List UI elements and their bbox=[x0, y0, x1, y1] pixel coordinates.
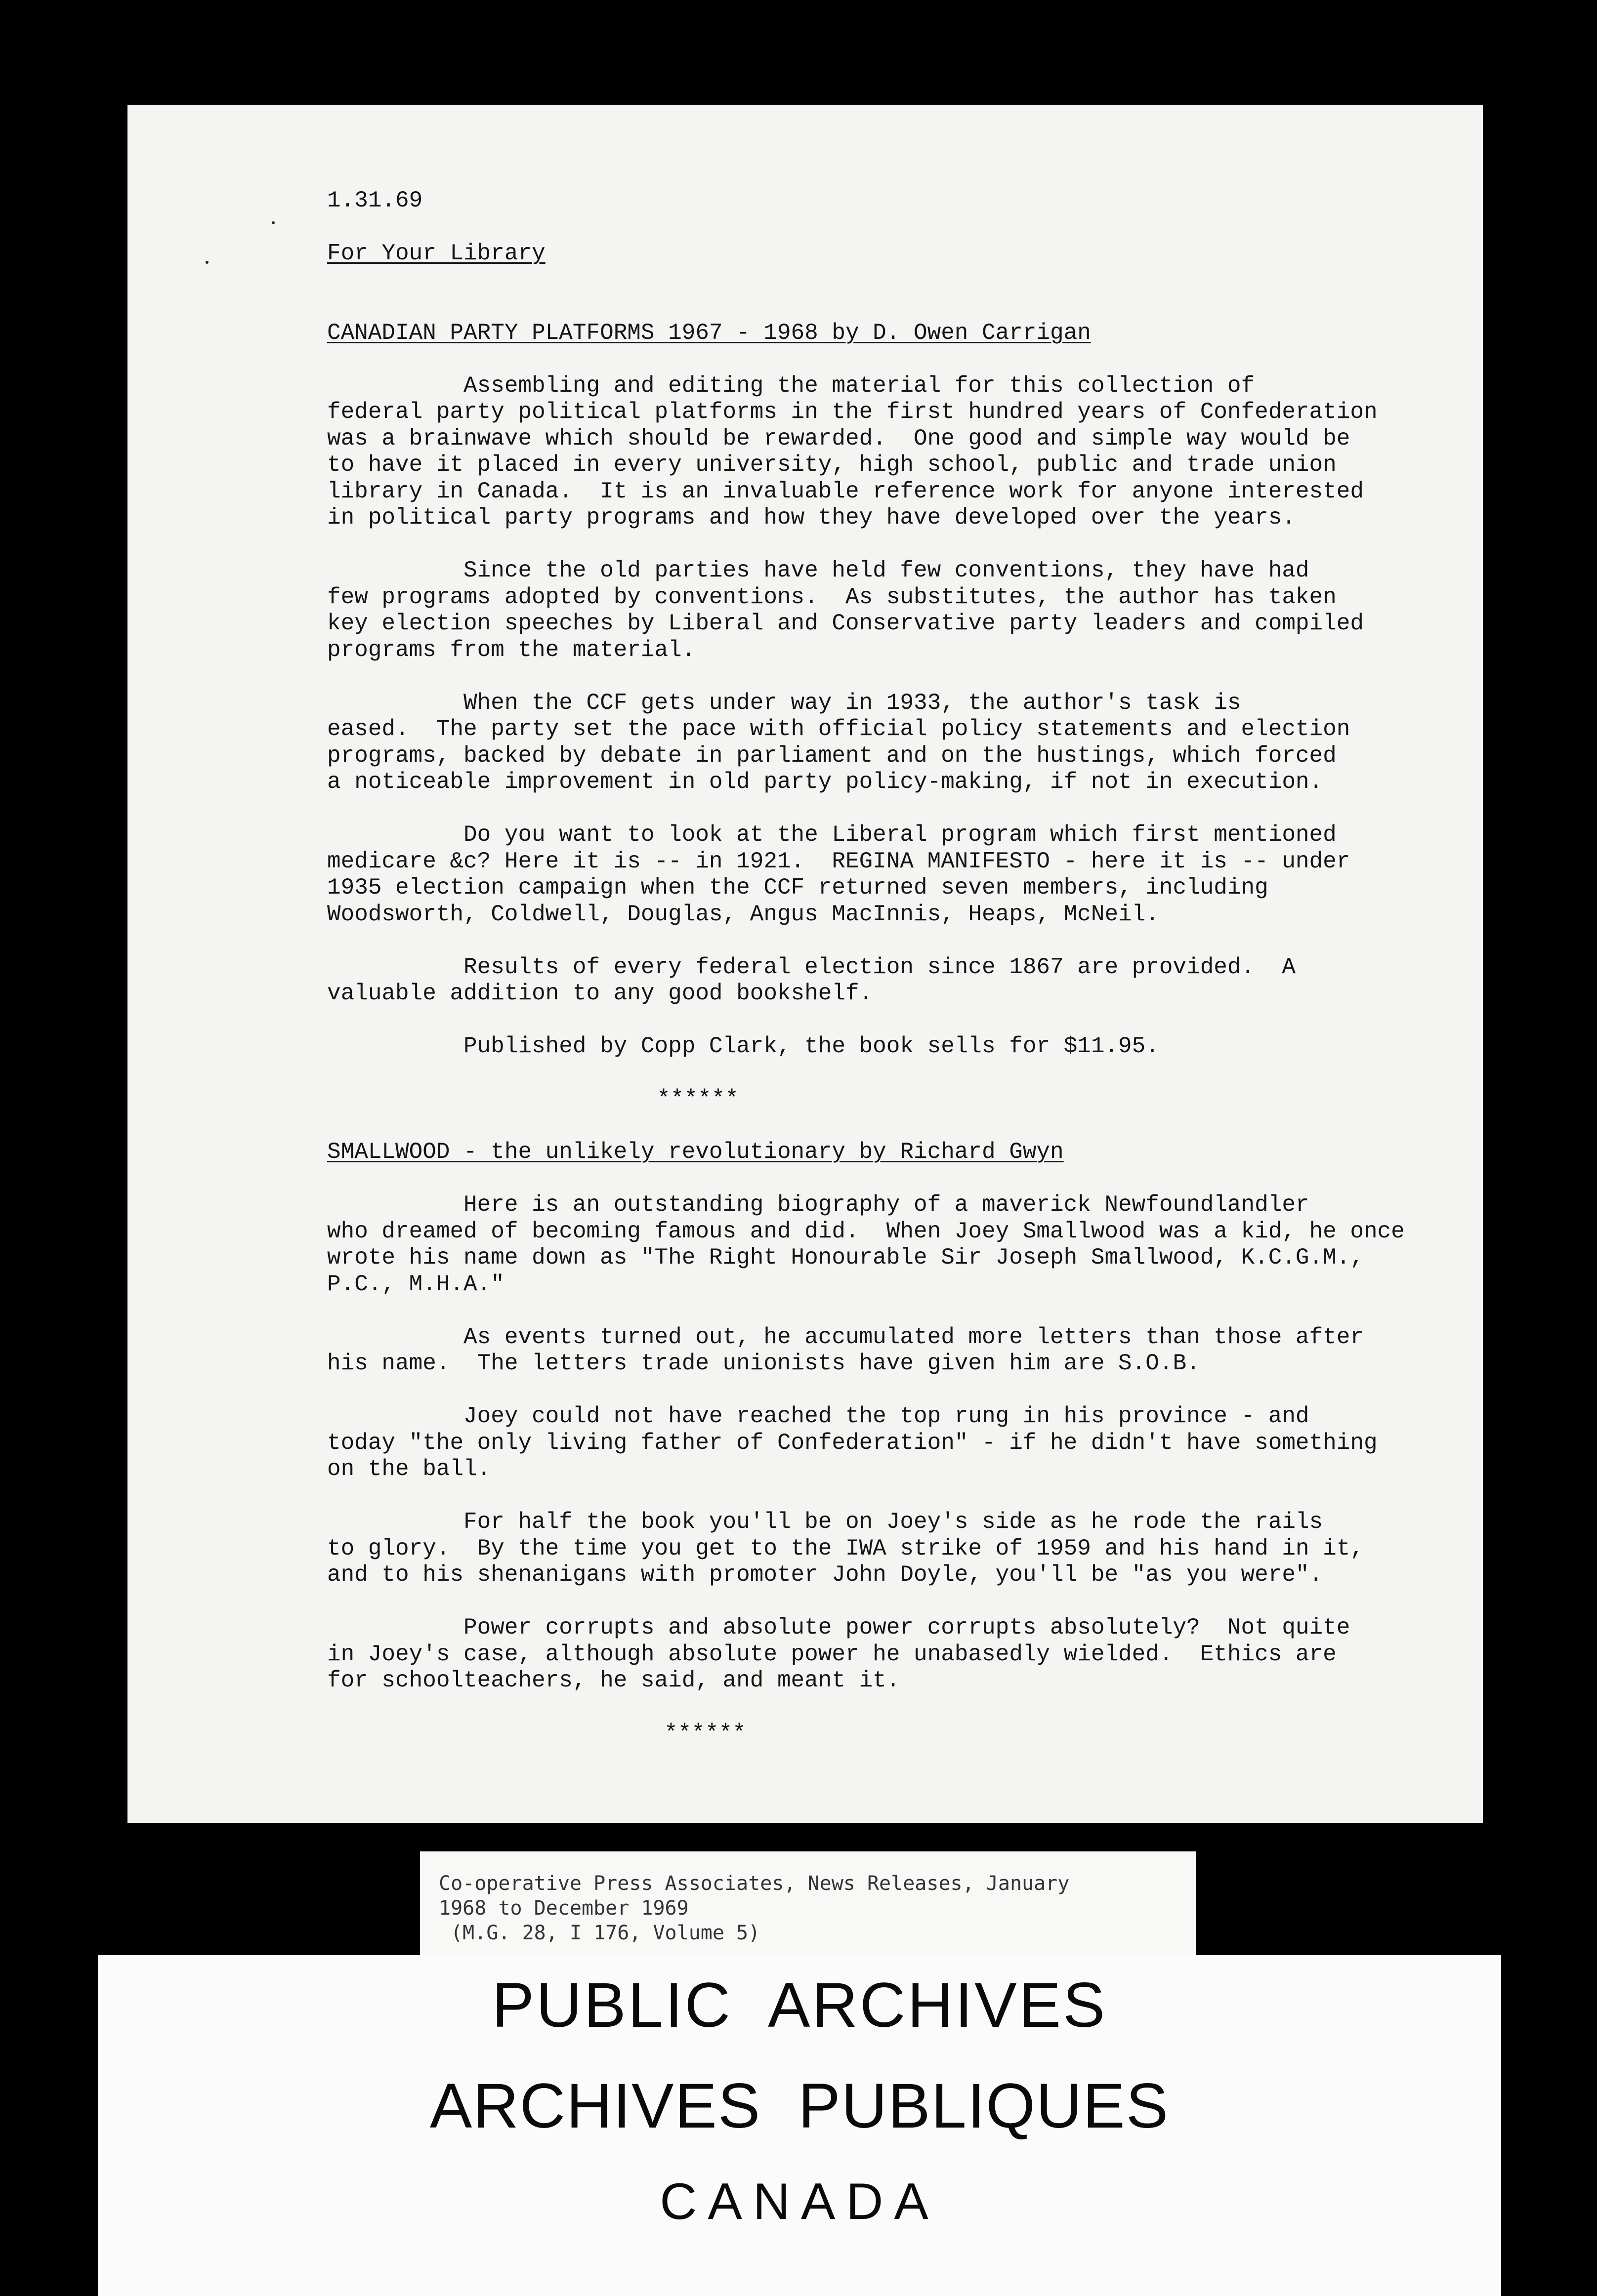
text-line: today "the only living father of Confederation" - if he didn't have something bbox=[327, 1430, 1378, 1456]
text-line: Assembling and editing the material for this collection of bbox=[327, 372, 1255, 399]
review2-paragraph-3 bbox=[327, 1403, 1414, 1483]
review2-paragraph-5 bbox=[327, 1615, 1414, 1694]
text-line: valuable addition to any good bookshelf. bbox=[327, 981, 873, 1006]
review1-title: CANADIAN PARTY PLATFORMS 1967 - 1968 by D. Owen Carrigan bbox=[327, 320, 1091, 346]
text-line: Results of every federal election since 1867 are provided. A bbox=[327, 954, 1296, 980]
text-line: key election speeches by Liberal and Conservative party leaders and compiled bbox=[327, 611, 1364, 636]
text-line: 1935 election campaign when the CCF returned seven members, including bbox=[327, 875, 1268, 901]
text-line: When the CCF gets under way in 1933, the author's task is bbox=[327, 690, 1241, 716]
review1-paragraph-1 bbox=[327, 373, 1414, 532]
text-line: eased. The party set the pace with official policy statements and election bbox=[327, 716, 1350, 742]
banner-line-1: PUBLIC ARCHIVES bbox=[492, 1970, 1107, 2041]
text-line: Here is an outstanding biography of a maverick Newfoundlandler bbox=[327, 1192, 1309, 1218]
text-line: (M.G. 28, I 176, Volume 5) bbox=[439, 1922, 760, 1944]
document-date: 1.31.69 bbox=[327, 188, 423, 213]
banner-line-2: ARCHIVES PUBLIQUES bbox=[429, 2071, 1170, 2141]
archive-source-text bbox=[439, 1871, 1069, 1945]
text-line: wrote his name down as "The Right Honourable Sir Joseph Smallwood, K.C.G.M., bbox=[327, 1245, 1364, 1271]
text-line: on the ball. bbox=[327, 1456, 491, 1482]
text-line: Since the old parties have held few conventions, they have had bbox=[327, 558, 1309, 583]
text-line: 1968 to December 1969 bbox=[439, 1897, 689, 1920]
text-line: who dreamed of becoming famous and did. When Joey Smallwood was a kid, he once bbox=[327, 1218, 1405, 1244]
speck-mark bbox=[206, 261, 209, 264]
typed-text-body bbox=[327, 188, 1414, 1747]
text-line: Published by Copp Clark, the book sells for $11.95. bbox=[327, 1033, 1159, 1059]
text-line: his name. The letters trade unionists have given him are S.O.B. bbox=[327, 1351, 1200, 1376]
text-line: Power corrupts and absolute power corrupts absolutely? Not quite bbox=[327, 1615, 1350, 1640]
archives-banner bbox=[98, 1955, 1501, 2296]
text-line: As events turned out, he accumulated more letters than those after bbox=[327, 1324, 1364, 1350]
text-line: Do you want to look at the Liberal program which first mentioned bbox=[327, 822, 1337, 848]
review2-paragraph-1 bbox=[327, 1192, 1414, 1298]
text-line: programs from the material. bbox=[327, 637, 696, 663]
review2-paragraph-4 bbox=[327, 1509, 1414, 1589]
speck-mark bbox=[272, 221, 275, 224]
review1-paragraph-6 bbox=[327, 1033, 1414, 1060]
text-line: Woodsworth, Coldwell, Douglas, Angus MacInnis, Heaps, McNeil. bbox=[327, 901, 1159, 927]
text-line: few programs adopted by conventions. As substitutes, the author has taken bbox=[327, 584, 1337, 610]
review1-paragraph-4 bbox=[327, 822, 1414, 928]
text-line: Joey could not have reached the top rung in his province - and bbox=[327, 1403, 1309, 1429]
review2-title: SMALLWOOD - the unlikely revolutionary by Richard Gwyn bbox=[327, 1139, 1064, 1165]
separator: ****** bbox=[664, 1721, 746, 1746]
text-line: P.C., M.H.A." bbox=[327, 1271, 504, 1297]
review2-paragraph-2 bbox=[327, 1324, 1414, 1377]
text-line: library in Canada. It is an invaluable reference work for anyone interested bbox=[327, 478, 1364, 504]
text-line: medicare &c? Here it is -- in 1921. REGINA MANIFESTO - here it is -- under bbox=[327, 848, 1350, 874]
review1-paragraph-5 bbox=[327, 954, 1414, 1007]
text-line: to glory. By the time you get to the IWA strike of 1959 and his hand in it, bbox=[327, 1535, 1364, 1561]
text-line: Co-operative Press Associates, News Releases, January bbox=[439, 1872, 1070, 1895]
section-heading: For Your Library bbox=[327, 241, 546, 266]
archive-source-label bbox=[420, 1851, 1196, 1955]
text-line: federal party political platforms in the first hundred years of Confederation bbox=[327, 399, 1378, 425]
text-line: programs, backed by debate in parliament and on the hustings, which forced bbox=[327, 742, 1337, 769]
text-line: in political party programs and how they have developed over the years. bbox=[327, 505, 1296, 531]
banner-line-3: CANADA bbox=[660, 2173, 939, 2230]
text-line: and to his shenanigans with promoter John Doyle, you'll be "as you were". bbox=[327, 1562, 1323, 1588]
review1-paragraph-3 bbox=[327, 690, 1414, 796]
review1-paragraph-2 bbox=[327, 558, 1414, 663]
text-line: in Joey's case, although absolute power he unabasedly wielded. Ethics are bbox=[327, 1641, 1337, 1667]
text-line: For half the book you'll be on Joey's side as he rode the rails bbox=[327, 1509, 1323, 1535]
text-line: a noticeable improvement in old party policy-making, if not in execution. bbox=[327, 769, 1323, 795]
text-line: to have it placed in every university, high school, public and trade union bbox=[327, 452, 1337, 478]
text-line: was a brainwave which should be rewarded. One good and simple way would be bbox=[327, 425, 1350, 451]
separator: ****** bbox=[657, 1086, 739, 1112]
text-line: for schoolteachers, he said, and meant it. bbox=[327, 1668, 900, 1693]
